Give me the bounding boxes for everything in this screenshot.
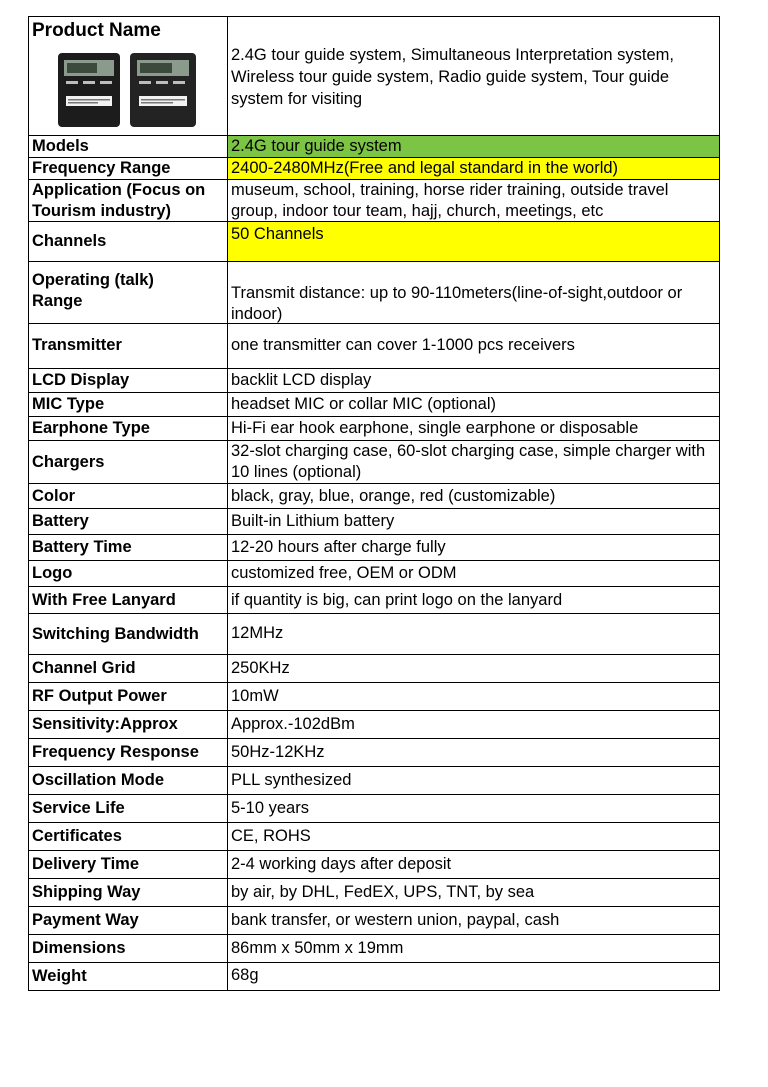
row-label: Weight	[29, 963, 228, 991]
row-label: Chargers	[29, 441, 228, 484]
row-value: 12-20 hours after charge fully	[228, 535, 720, 561]
table-row	[29, 262, 720, 324]
table-row	[29, 484, 720, 509]
row-label: Application (Focus on Tourism industry)	[32, 181, 206, 220]
row-label: Frequency Response	[29, 739, 228, 767]
row-label: Channel Grid	[29, 655, 228, 683]
table-row	[29, 417, 720, 441]
row-label: Earphone Type	[29, 417, 228, 441]
product-name-value: 2.4G tour guide system, Simultaneous Interpretation system, Wireless tour guide system, Radio guide system, Tour guide system for visiting	[231, 46, 674, 108]
row-label: Logo	[29, 561, 228, 587]
row-label: Certificates	[29, 823, 228, 851]
row-label: Delivery Time	[29, 851, 228, 879]
spec-table	[28, 16, 720, 991]
table-row-product-name	[29, 17, 720, 136]
row-value: PLL synthesized	[228, 767, 720, 795]
row-label: RF Output Power	[29, 683, 228, 711]
row-value: Approx.-102dBm	[228, 711, 720, 739]
table-row	[29, 180, 720, 222]
row-value-cell	[228, 180, 720, 222]
row-label: Models	[29, 136, 228, 158]
product-name-cell	[29, 17, 228, 136]
table-row	[29, 739, 720, 767]
table-row	[29, 907, 720, 935]
table-row	[29, 795, 720, 823]
table-row	[29, 683, 720, 711]
row-value: 2.4G tour guide system	[228, 136, 720, 158]
row-value: bank transfer, or western union, paypal, cash	[228, 907, 720, 935]
row-label-cell	[29, 180, 228, 222]
row-value: 2400-2480MHz(Free and legal standard in the world)	[228, 158, 720, 180]
row-label: Sensitivity:Approx	[29, 711, 228, 739]
row-value: black, gray, blue, orange, red (customizable)	[228, 484, 720, 509]
row-label: MIC Type	[29, 393, 228, 417]
row-label: Shipping Way	[29, 879, 228, 907]
row-value: Hi-Fi ear hook earphone, single earphone or disposable	[228, 417, 720, 441]
table-row	[29, 963, 720, 991]
row-label: Color	[29, 484, 228, 509]
row-label: With Free Lanyard	[29, 587, 228, 614]
row-label: Payment Way	[29, 907, 228, 935]
row-value: 10mW	[228, 683, 720, 711]
table-row	[29, 441, 720, 484]
row-value: backlit LCD display	[228, 369, 720, 393]
row-value-cell	[228, 441, 720, 484]
row-value: 50Hz-12KHz	[228, 739, 720, 767]
table-row	[29, 587, 720, 614]
table-row	[29, 158, 720, 180]
table-row	[29, 393, 720, 417]
table-row	[29, 324, 720, 369]
row-label: Switching Bandwidth	[29, 614, 228, 655]
row-value: museum, school, training, horse rider training, outside travel group, indoor tour team, hajj, church, meetings, etc	[231, 181, 669, 220]
row-label: Operating (talk) Range	[32, 271, 154, 310]
row-value: 32-slot charging case, 60-slot charging case, simple charger with 10 lines (optional)	[231, 442, 706, 481]
table-row	[29, 767, 720, 795]
table-row	[29, 561, 720, 587]
row-label: Frequency Range	[29, 158, 228, 180]
row-value: Built-in Lithium battery	[228, 509, 720, 535]
row-value: headset MIC or collar MIC (optional)	[228, 393, 720, 417]
row-value: if quantity is big, can print logo on the lanyard	[228, 587, 720, 614]
row-label: Service Life	[29, 795, 228, 823]
table-row	[29, 509, 720, 535]
product-name-cell-inner	[32, 20, 224, 135]
row-value: Transmit distance: up to 90-110meters(line-of-sight,outdoor or indoor)	[231, 284, 683, 323]
row-value: CE, ROHS	[228, 823, 720, 851]
table-row	[29, 614, 720, 655]
row-value: by air, by DHL, FedEX, UPS, TNT, by sea	[228, 879, 720, 907]
table-row	[29, 935, 720, 963]
row-label: Channels	[29, 222, 228, 262]
product-name-label: Product Name	[32, 20, 161, 41]
product-name-value-cell	[228, 17, 720, 136]
row-value-cell	[228, 262, 720, 324]
table-row	[29, 711, 720, 739]
table-row	[29, 879, 720, 907]
row-value: 50 Channels	[228, 222, 720, 262]
row-label: Battery	[29, 509, 228, 535]
product-image	[54, 50, 200, 128]
row-value: customized free, OEM or ODM	[228, 561, 720, 587]
table-row	[29, 823, 720, 851]
row-label: Dimensions	[29, 935, 228, 963]
row-value: 86mm x 50mm x 19mm	[228, 935, 720, 963]
row-label: Transmitter	[29, 324, 228, 369]
row-label: Oscillation Mode	[29, 767, 228, 795]
table-row	[29, 535, 720, 561]
row-label: Battery Time	[29, 535, 228, 561]
row-value: 68g	[228, 963, 720, 991]
row-value: 5-10 years	[228, 795, 720, 823]
table-row	[29, 222, 720, 262]
table-row	[29, 655, 720, 683]
row-label: LCD Display	[29, 369, 228, 393]
table-row	[29, 136, 720, 158]
row-value: one transmitter can cover 1-1000 pcs receivers	[228, 324, 720, 369]
row-value: 2-4 working days after deposit	[228, 851, 720, 879]
table-row	[29, 851, 720, 879]
row-label-cell	[29, 262, 228, 324]
row-value: 250KHz	[228, 655, 720, 683]
row-value: 12MHz	[228, 614, 720, 655]
table-row	[29, 369, 720, 393]
